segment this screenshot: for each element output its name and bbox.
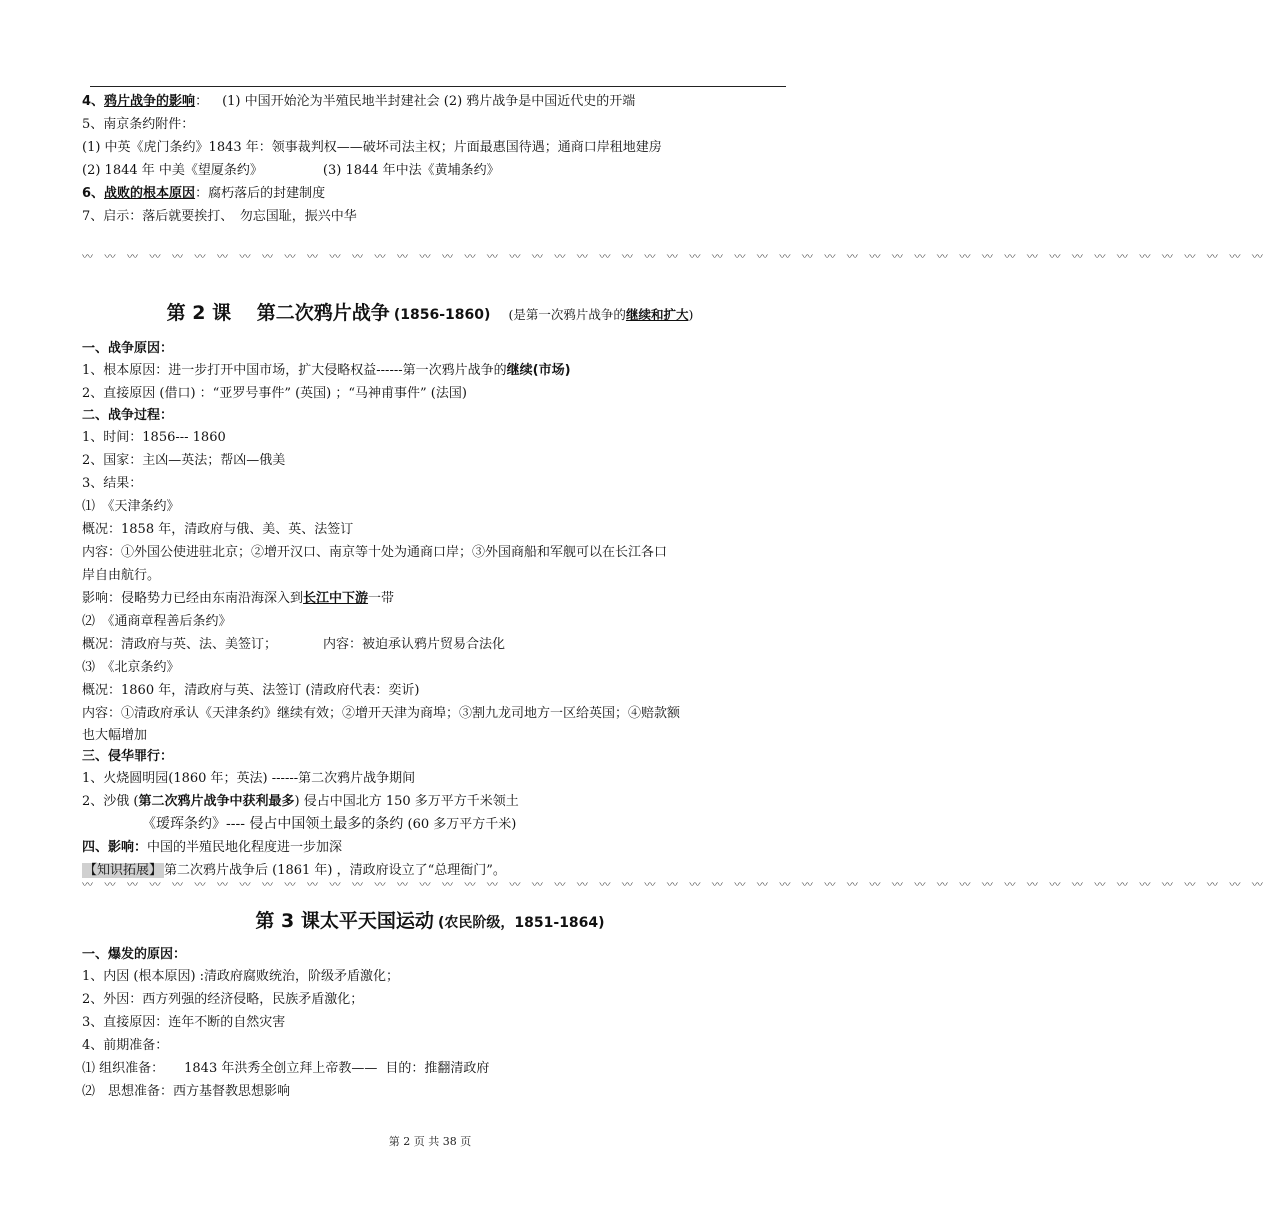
lesson2-cause-1	[82, 359, 782, 382]
lesson2-body	[82, 338, 782, 882]
reason-4-org-goal: 目的：推翻清政府	[385, 1061, 490, 1076]
treaty-1-influence-emph: 长江中下游	[303, 591, 369, 606]
treaty-3-content-2: 也大幅增加	[82, 728, 148, 743]
lesson2-heading-4-label: 四、影响：	[82, 840, 148, 855]
treaty-1-content-1: 内容：①外国公使进驻北京；②增开汉口、南京等十处为通商口岸；③外国商船和军舰可以在长江各口	[82, 545, 668, 560]
crime-2-emph: 第二次鸦片战争中获利最多	[138, 794, 295, 809]
knowledge-extension-tag: 【知识拓展】	[84, 863, 163, 878]
lesson2-cause-2: 2、直接原因 (借口) ：“亚罗号事件” (英国) ；“马神甫事件” (法国)	[82, 386, 467, 401]
reason-4: 4、前期准备：	[82, 1038, 169, 1053]
treaty-1-overview: 概况：1858 年，清政府与俄、美、英、法签订	[82, 522, 354, 537]
point-5-item-1: (1) 中英《虎门条约》1843 年：领事裁判权——破坏司法主权；片面最惠国待遇；通商口岸租地建房	[82, 140, 662, 155]
treaty-1-content-2: 岸自由航行。	[82, 568, 161, 583]
crime-2	[82, 790, 782, 813]
lesson2-title-note-emph: 继续和扩大	[625, 307, 689, 322]
point-5-items-2-3	[82, 159, 782, 182]
point-4-num: 4、	[82, 94, 105, 109]
treaty-3-overview: 概况：1860 年，清政府与英、法签订 (清政府代表：奕䜣)	[82, 683, 420, 698]
point-4-colon: ：	[195, 94, 209, 109]
header-rule	[90, 86, 786, 87]
treaty-1-influence-end: 一带	[368, 591, 395, 606]
lesson2-title-note: (是第一次鸦片战争的	[508, 307, 626, 322]
reason-3: 3、直接原因：连年不断的自然灾害	[82, 1015, 286, 1030]
lesson3-heading-1: 一、爆发的原因：	[82, 947, 187, 962]
cause-1-text: 1、根本原因：进一步打开中国市场，扩大侵略权益------第一次鸦片战争的	[82, 363, 507, 378]
point-4	[82, 90, 782, 113]
lesson2-heading-4	[82, 836, 782, 859]
lesson2-heading-3: 三、侵华罪行：	[82, 749, 174, 764]
point-6-num: 6、	[82, 186, 105, 201]
point-4-label: 鸦片战争的影响	[104, 94, 196, 109]
point-7: 7、启示：落后就要挨打、 勿忘国耻，振兴中华	[82, 209, 357, 224]
lesson3-title	[0, 906, 860, 933]
point-5-item-2: (2) 1844 年 中美《望厦条约》	[82, 163, 263, 178]
reason-4-org-label: ⑴ 组织准备：	[82, 1061, 165, 1076]
wave-divider-1: 〰 〰 〰 〰 〰 〰 〰 〰 〰 〰 〰 〰 〰 〰 〰 〰 〰 〰 〰 〰 〰 〰 〰 〰 〰 〰 〰 〰 〰 〰 〰 〰 〰 〰 〰 〰 〰 〰 〰 〰 〰 〰 〰 〰 〰 〰 〰 〰 〰 〰 〰 〰 〰	[82, 250, 1267, 263]
lesson3-body	[82, 944, 782, 1103]
lesson3-title-sub: (农民阶级，1851-1864)	[438, 915, 605, 931]
point-4-text: (1) 中国开始沦为半殖民地半封建社会 (2) 鸦片战争是中国近代史的开端	[222, 94, 636, 109]
treaty-2-row	[82, 633, 782, 656]
lesson2-title-years: (1856-1860)	[393, 307, 491, 323]
lesson2-title	[0, 298, 860, 325]
treaty-1-title: ⑴ 《天津条约》	[82, 499, 180, 514]
point-6	[82, 182, 782, 205]
treaty-2-title: ⑵ 《通商章程善后条约》	[82, 614, 232, 629]
process-3: 3、结果：	[82, 476, 143, 491]
lesson2-title-note-close: )	[688, 307, 694, 322]
treaty-2-content: 内容：被迫承认鸦片贸易合法化	[323, 637, 506, 652]
treaty-3-title: ⑶ 《北京条约》	[82, 660, 180, 675]
treaty-1-influence-text: 影响：侵略势力已经由东南沿海深入到	[82, 591, 304, 606]
reason-4-org-text: 1843 年洪秀全创立拜上帝教——	[184, 1061, 378, 1076]
process-2: 2、国家：主凶—英法；帮凶—俄美	[82, 453, 286, 468]
wave-divider-2: 〰 〰 〰 〰 〰 〰 〰 〰 〰 〰 〰 〰 〰 〰 〰 〰 〰 〰 〰 〰 〰 〰 〰 〰 〰 〰 〰 〰 〰 〰 〰 〰 〰 〰 〰 〰 〰 〰 〰 〰 〰 〰 〰 〰 〰 〰 〰 〰 〰 〰 〰 〰 〰	[82, 878, 1267, 891]
point-5: 5、南京条约附件：	[82, 117, 195, 132]
crime-2-text: 2、沙俄 (	[82, 794, 139, 809]
crime-1: 1、火烧圆明园(1860 年；英法) ------第二次鸦片战争期间	[82, 771, 416, 786]
page-footer: 第 2 页 共 38 页	[388, 1135, 472, 1148]
treaty-2-overview: 概况：清政府与英、法、美签订；	[82, 637, 278, 652]
process-1: 1、时间：1856--- 1860	[82, 430, 226, 445]
lesson2-heading-2: 二、战争过程：	[82, 408, 174, 423]
crime-2-end: ) 侵占中国北方 150 多万平方千米领土	[294, 794, 519, 809]
reason-2: 2、外因：西方列强的经济侵略，民族矛盾激化；	[82, 992, 364, 1007]
crime-3-note: (60 多万平方千米)	[403, 817, 517, 832]
reason-1: 1、内因 (根本原因) :清政府腐败统治，阶级矛盾激化；	[82, 969, 400, 984]
point-5-item-3: (3) 1844 年中法《黄埔条约》	[322, 163, 500, 178]
lesson2-heading-1: 一、战争原因：	[82, 341, 174, 356]
crime-3-text: 《瑷珲条约》---- 侵占中国领土最多的条约	[142, 816, 404, 832]
crime-3	[82, 813, 782, 836]
lesson1-tail	[82, 90, 782, 228]
reason-4-idea: ⑵ 思想准备：西方基督教思想影响	[82, 1084, 291, 1099]
cause-1-emph: 继续(市场)	[506, 363, 571, 378]
lesson2-heading-4-text: 中国的半殖民地化程度进一步加深	[147, 840, 343, 855]
reason-4-org	[82, 1057, 782, 1080]
lesson3-title-main: 第 3 课太平天国运动	[255, 910, 434, 932]
treaty-3-content-1: 内容：①清政府承认《天津条约》继续有效；②增开天津为商埠；③割九龙司地方一区给英国；④赔款额	[82, 706, 681, 721]
treaty-1-influence	[82, 587, 782, 610]
point-6-text: ：腐朽落后的封建制度	[195, 186, 326, 201]
knowledge-extension-text: 第二次鸦片战争后 (1861 年) ，清政府设立了“总理衙门”。	[164, 863, 506, 878]
lesson2-title-main: 第 2 课 第二次鸦片战争	[166, 302, 390, 324]
point-6-label: 战败的根本原因	[104, 186, 196, 201]
